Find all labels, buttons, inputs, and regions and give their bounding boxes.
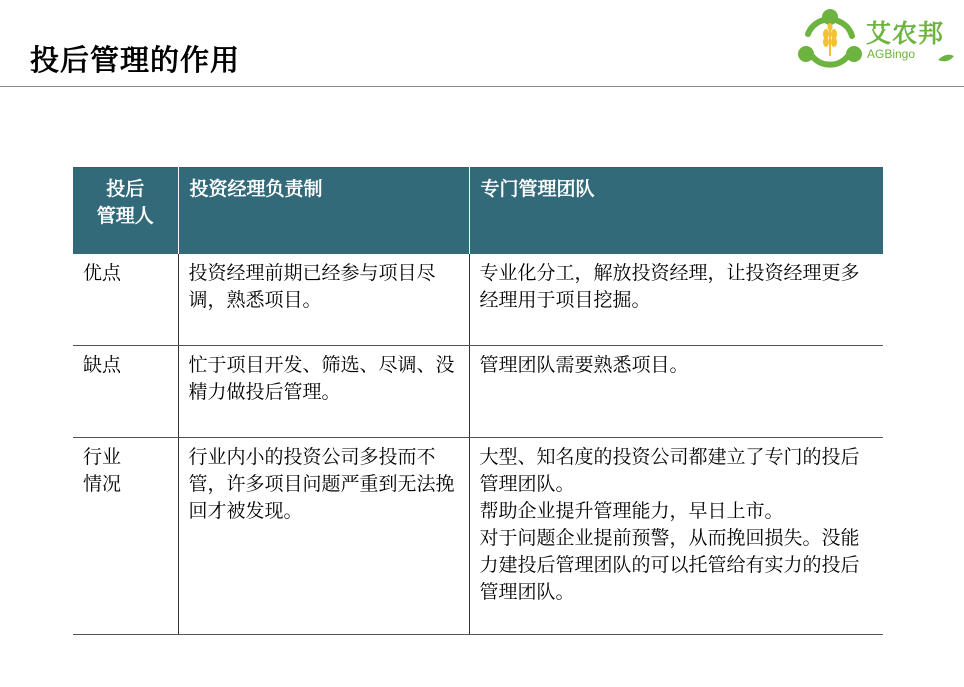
logo-sub-text: AGBingo — [867, 47, 916, 61]
table-header-row — [73, 168, 883, 254]
comparison-table — [73, 167, 883, 635]
cell-text: 行业内小的投资公司多投而不管，许多项目问题严重到无法挽回才被发现。 — [188, 446, 455, 522]
row-label: 行业 情况 — [83, 446, 122, 495]
table-row — [73, 254, 883, 346]
table-cell — [178, 254, 469, 346]
table-cell — [178, 438, 469, 635]
header-cell-role — [73, 168, 178, 254]
table-cell — [469, 438, 883, 635]
cell-text: 投资经理前期已经参与项目尽调，熟悉项目。 — [188, 261, 436, 311]
header-label-manager: 投资经理负责制 — [189, 178, 323, 200]
cell-text: 专业化分工，解放投资经理，让投资经理更多经理用于项目挖掘。 — [479, 261, 860, 311]
header-cell-manager — [178, 168, 469, 254]
row-label-cell — [73, 438, 178, 635]
cell-text: 管理团队需要熟悉项目。 — [479, 354, 689, 376]
cell-text: 大型、知名度的投资公司都建立了专门的投后管理团队。 帮助企业提升管理能力，早日上市。 对于问题企业提前预警，从而挽回损失。没能力建投后管理团队的可以托管给有实力的投后管理团队。 — [479, 446, 860, 603]
row-label: 优点 — [83, 261, 122, 284]
logo-brand-text: 艾农邦 — [866, 19, 945, 48]
title-divider — [0, 86, 964, 87]
row-label: 缺点 — [83, 354, 122, 376]
table-cell — [178, 346, 469, 438]
table-cell — [469, 254, 883, 346]
header-cell-team — [469, 168, 883, 254]
cell-text: 忙于项目开发、筛选、尽调、没精力做投后管理。 — [188, 354, 455, 403]
row-label-cell — [73, 254, 178, 346]
table-cell — [469, 346, 883, 438]
table-row — [73, 346, 883, 438]
header-label-role: 投后 管理人 — [96, 178, 154, 227]
slide-title: 投后管理的作用 — [30, 43, 241, 77]
row-label-cell — [73, 346, 178, 438]
header-label-team: 专门管理团队 — [480, 178, 595, 200]
table-row — [73, 438, 883, 635]
